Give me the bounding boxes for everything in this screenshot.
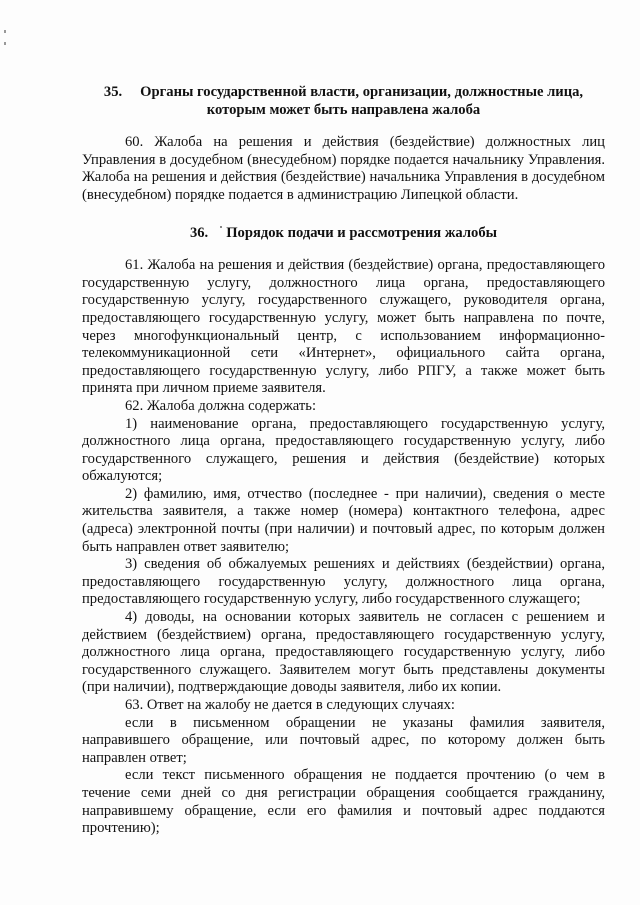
section-36-heading — [82, 225, 605, 243]
section-35-heading — [82, 84, 605, 119]
document-body — [82, 84, 605, 838]
list-item-63-1: если в письменном обращении не указаны фамилия заявителя, направившего обращение, или почтовый адрес, по которому должен быть направлен ответ; — [82, 714, 605, 766]
section-35-title-line2: которым может быть направлена жалоба — [206, 101, 481, 118]
paragraph-61: 61. Жалоба на решения и действия (бездействие) органа, предоставляющего государственную услугу, должностного лица органа, предоставляющего государственную услугу, государственного служащего, руководителя органа, предоставляющего государственную услугу, может быть направлена по почте, через многофункциональный центр, с использованием информационно-телекоммуникационной сети «Интернет», официального сайта органа, предоставляющего государственную услугу, либо РПГУ, а также может быть принята при личном приеме заявителя. — [82, 257, 605, 397]
list-item-62-2: 2) фамилию, имя, отчество (последнее - при наличии), сведения о месте жительства заявителя, а также номер (номера) контактного телефона, адрес (адреса) электронной почты (при наличии) и почтовый адрес, по которым должен быть направлен ответ заявителю; — [82, 485, 605, 555]
list-item-62-3: 3) сведения об обжалуемых решениях и действиях (бездействии) органа, предоставляющего государственную услугу, должностного лица органа, предоставляющего государственную услугу, либо государственного служащего; — [82, 556, 605, 608]
section-36-title: Порядок подачи и рассмотрения жалобы — [226, 224, 498, 241]
list-item-62-4: 4) доводы, на основании которых заявитель не согласен с решением и действием (бездействием) органа, предоставляющего государственную услугу, должностного лица органа, предоставляющего государственную услугу, либо государственного служащего. Заявителем могут быть представлены документы (при наличии), подтверждающие доводы заявителя, либо их копии. — [82, 609, 605, 696]
paragraph-60: 60. Жалоба на решения и действия (бездействие) должностных лиц Управления в досудебном (внесудебном) порядке подается начальнику Управления. Жалоба на решения и действия (бездействие) начальника Управления в досудебном (внесудебном) порядке подается в администрацию Липецкой области. — [82, 134, 605, 203]
section-35-title-line1: Органы государственной власти, организации, должностные лица, — [140, 84, 584, 100]
scan-mark — [4, 42, 6, 45]
scan-mark — [4, 30, 6, 33]
section-35-number: 35. — [103, 84, 123, 100]
paragraph-63: 63. Ответ на жалобу не дается в следующих случаях: — [125, 697, 455, 713]
list-item-63-2: если текст письменного обращения не поддается прочтению (о чем в течение семи дней со дня регистрации обращения сообщается гражданину, направившему обращение, если его фамилия и почтовый адрес поддаются прочтению); — [82, 767, 605, 837]
list-item-62-1: 1) наименование органа, предоставляющего государственную услугу, должностного лица органа, предоставляющего государственную услугу, либо государственного служащего, решения и действия (бездействие) которых обжалуются; — [82, 415, 605, 485]
paragraph-62: 62. Жалоба должна содержать: — [125, 397, 316, 414]
section-36-number: 36. — [189, 224, 209, 241]
